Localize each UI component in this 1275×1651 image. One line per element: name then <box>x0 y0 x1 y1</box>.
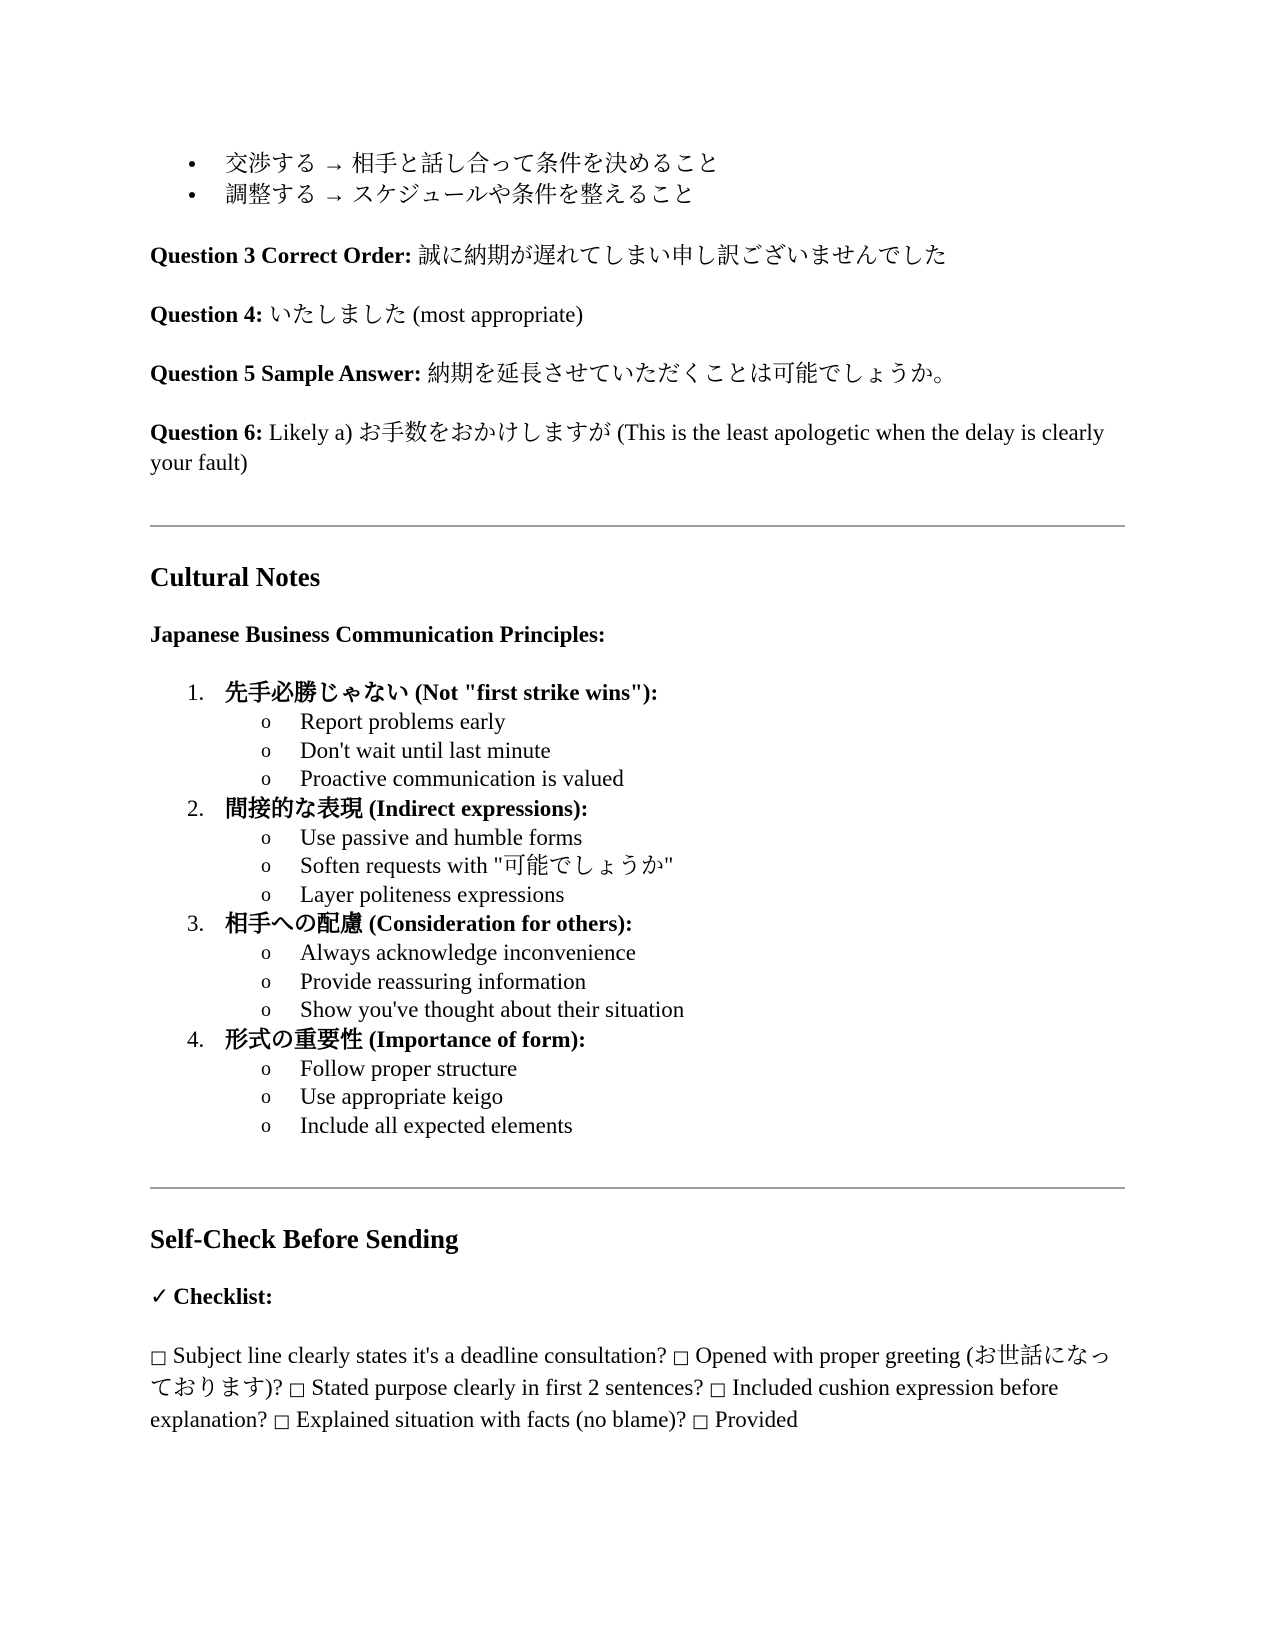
checkbox-icon: □ <box>150 1347 168 1368</box>
list-item: o Layer politeness expressions <box>300 881 1125 910</box>
list-item: o Use appropriate keigo <box>300 1083 1125 1112</box>
answer-label: Question 4: <box>150 302 264 327</box>
checkbox-icon: □ <box>288 1379 306 1400</box>
list-item: 調整する → スケジュールや条件を整えること <box>225 179 1125 210</box>
principles-list <box>150 678 1125 1140</box>
checklist-item: Explained situation with facts (no blame)? <box>296 1407 687 1432</box>
section-divider <box>150 525 1125 527</box>
list-item: o Show you've thought about their situation <box>300 996 1125 1025</box>
answer-question-5 <box>150 359 1125 389</box>
section-divider <box>150 1187 1125 1189</box>
hollow-bullet-icon: o <box>261 711 271 733</box>
principle-item <box>187 678 1125 794</box>
answer-question-6 <box>150 418 1125 478</box>
self-check-heading: Self-Check Before Sending <box>150 1224 459 1254</box>
principle-title: 先手必勝じゃない (Not "first strike wins"): <box>225 680 659 705</box>
principle-points <box>225 824 1125 910</box>
checklist-item: Subject line clearly states it's a deadline consultation? <box>172 1343 667 1368</box>
answer-text: Likely a) お手数をおかけしますが (This is the least apologetic when the delay is clearly your fault) <box>150 420 1105 475</box>
answer-question-4 <box>150 300 1125 330</box>
checkmark-icon: ✓ <box>150 1284 170 1310</box>
list-item: o Use passive and humble forms <box>300 824 1125 853</box>
principle-item <box>187 794 1125 910</box>
cultural-notes-heading: Cultural Notes <box>150 562 321 592</box>
list-item: o Provide reassuring information <box>300 968 1125 997</box>
principle-item <box>187 909 1125 1025</box>
answer-label: Question 3 Correct Order: <box>150 243 413 268</box>
list-item: 交渉する → 相手と話し合って条件を決めること <box>225 148 1125 179</box>
principle-points <box>225 708 1125 794</box>
principle-item <box>187 1025 1125 1141</box>
principle-title: 相手への配慮 (Consideration for others): <box>225 911 633 936</box>
answer-text: 納期を延長させていただくことは可能でしょうか。 <box>421 361 957 386</box>
list-item: o Include all expected elements <box>300 1112 1125 1141</box>
hollow-bullet-icon: o <box>261 768 271 790</box>
principle-number: 4. <box>187 1026 205 1052</box>
list-item: o Follow proper structure <box>300 1055 1125 1084</box>
principle-title: 形式の重要性 (Importance of form): <box>225 1026 586 1052</box>
principle-points <box>225 1055 1125 1141</box>
list-item: o Don't wait until last minute <box>300 737 1125 766</box>
checklist-label: Checklist: <box>173 1284 273 1309</box>
hollow-bullet-icon: o <box>261 826 271 849</box>
hollow-bullet-icon: o <box>261 739 271 762</box>
hollow-bullet-icon: o <box>261 999 271 1021</box>
principle-number: 2. <box>187 795 205 821</box>
hollow-bullet-icon: o <box>261 883 271 906</box>
checklist-item: Stated purpose clearly in first 2 sentences? <box>311 1375 704 1400</box>
list-item: o Always acknowledge inconvenience <box>300 939 1125 968</box>
principle-number: 1. <box>187 680 205 705</box>
hollow-bullet-icon: o <box>261 1114 271 1137</box>
checkbox-icon: □ <box>672 1347 690 1368</box>
hollow-bullet-icon: o <box>261 942 271 964</box>
hollow-bullet-icon: o <box>261 855 271 877</box>
principle-title: 間接的な表現 (Indirect expressions): <box>225 795 589 821</box>
answer-text: 誠に納期が遅れてしまい申し訳ございませんでした <box>412 243 947 268</box>
principles-subheading: Japanese Business Communication Principles: <box>150 622 606 647</box>
checkbox-icon: □ <box>692 1411 710 1432</box>
checklist-subheading <box>150 1282 1125 1312</box>
principle-points <box>225 939 1125 1025</box>
principle-number: 3. <box>187 911 205 936</box>
checklist-item: Provided <box>714 1407 798 1432</box>
hollow-bullet-icon: o <box>261 1057 271 1080</box>
checkbox-icon: □ <box>709 1379 727 1400</box>
checklist-item: Included cushion expression before explanation? <box>150 1375 1059 1432</box>
answer-label: Question 5 Sample Answer: <box>150 361 422 386</box>
checklist-item: Opened with proper greeting (お世話になっております)? <box>150 1343 1112 1400</box>
checkbox-icon: □ <box>273 1411 291 1432</box>
list-item: o Proactive communication is valued <box>300 765 1125 794</box>
hollow-bullet-icon: o <box>261 970 271 993</box>
hollow-bullet-icon: o <box>261 1086 271 1108</box>
list-item: o Soften requests with "可能でしょうか" <box>300 852 1125 881</box>
answer-label: Question 6: <box>150 420 264 445</box>
term-definition-list <box>150 148 1125 210</box>
checklist-paragraph <box>150 1341 1125 1437</box>
list-item: o Report problems early <box>300 708 1125 737</box>
answer-text: いたしました (most appropriate) <box>263 302 584 327</box>
answer-question-3 <box>150 241 1125 271</box>
